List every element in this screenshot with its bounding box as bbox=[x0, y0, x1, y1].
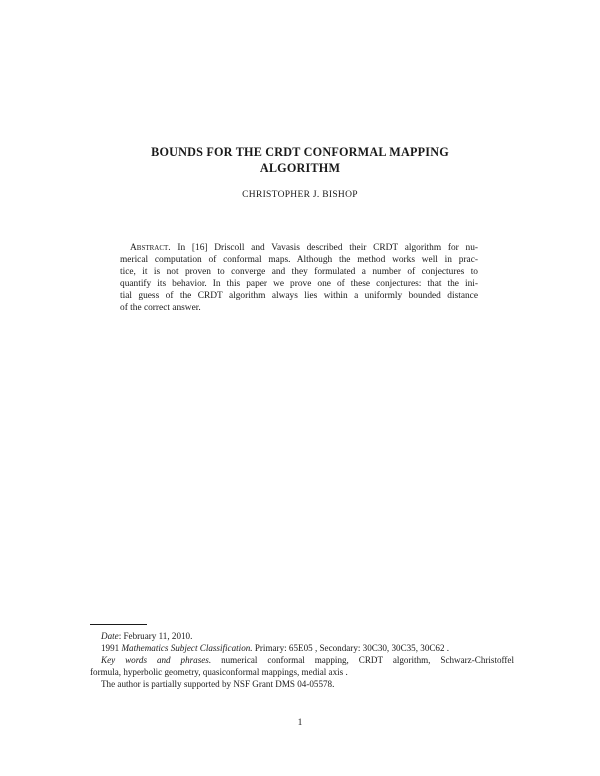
abstract-label: Abstract. bbox=[130, 243, 171, 253]
footnote-support: The author is partially supported by NSF Grant DMS 04-05578. bbox=[101, 679, 335, 689]
paper-title bbox=[80, 144, 520, 176]
paper-title-line-2: ALGORITHM bbox=[259, 161, 341, 175]
date-label: Date bbox=[101, 631, 119, 641]
abstract-line: of the correct answer. bbox=[120, 303, 201, 314]
paper-title-line-1: BOUNDS FOR THE CRDT CONFORMAL MAPPING bbox=[151, 145, 449, 159]
footnote-date bbox=[90, 630, 514, 642]
abstract bbox=[120, 242, 478, 314]
abstract-line: quantify its behavior. In this paper we prove one of these conjectures: that the ini- bbox=[120, 279, 478, 290]
footnote-msc: 1991 Mathematics Subject Classification. Primary: 65E05 , Secondary: 30C30, 30C35, 30C62 . bbox=[101, 643, 450, 653]
abstract-line: Abstract. In [16] Driscoll and Vavasis described their CRDT algorithm for nu- bbox=[130, 243, 479, 253]
keywords-label: Key words and phrases. bbox=[101, 655, 212, 665]
page-number: 1 bbox=[297, 718, 303, 728]
footnote-rule bbox=[90, 624, 147, 625]
msc-label: Mathematics Subject Classification. bbox=[121, 643, 253, 653]
abstract-line: tial guess of the CRDT algorithm always lies within a uniformly bounded distance bbox=[120, 291, 478, 302]
msc-value: Primary: 65E05 , Secondary: 30C30, 30C35, 30C62 . bbox=[252, 643, 450, 653]
abstract-line: merical computation of conformal maps. Although the method works well in prac- bbox=[120, 255, 478, 266]
keywords-line-2: formula, hyperbolic geometry, quasiconformal mappings, medial axis . bbox=[90, 667, 348, 678]
date-value: : February 11, 2010. bbox=[118, 631, 193, 641]
author-name: CHRISTOPHER J. BISHOP bbox=[242, 190, 358, 200]
abstract-line: tice, it is not proven to converge and they formulated a number of conjectures to bbox=[120, 267, 478, 278]
footnote-keywords: Key words and phrases. numerical conformal mapping, CRDT algorithm, Schwarz-Christoffel formula, hyperbolic geometry, quasiconformal mappings, medial axis . bbox=[90, 655, 514, 678]
